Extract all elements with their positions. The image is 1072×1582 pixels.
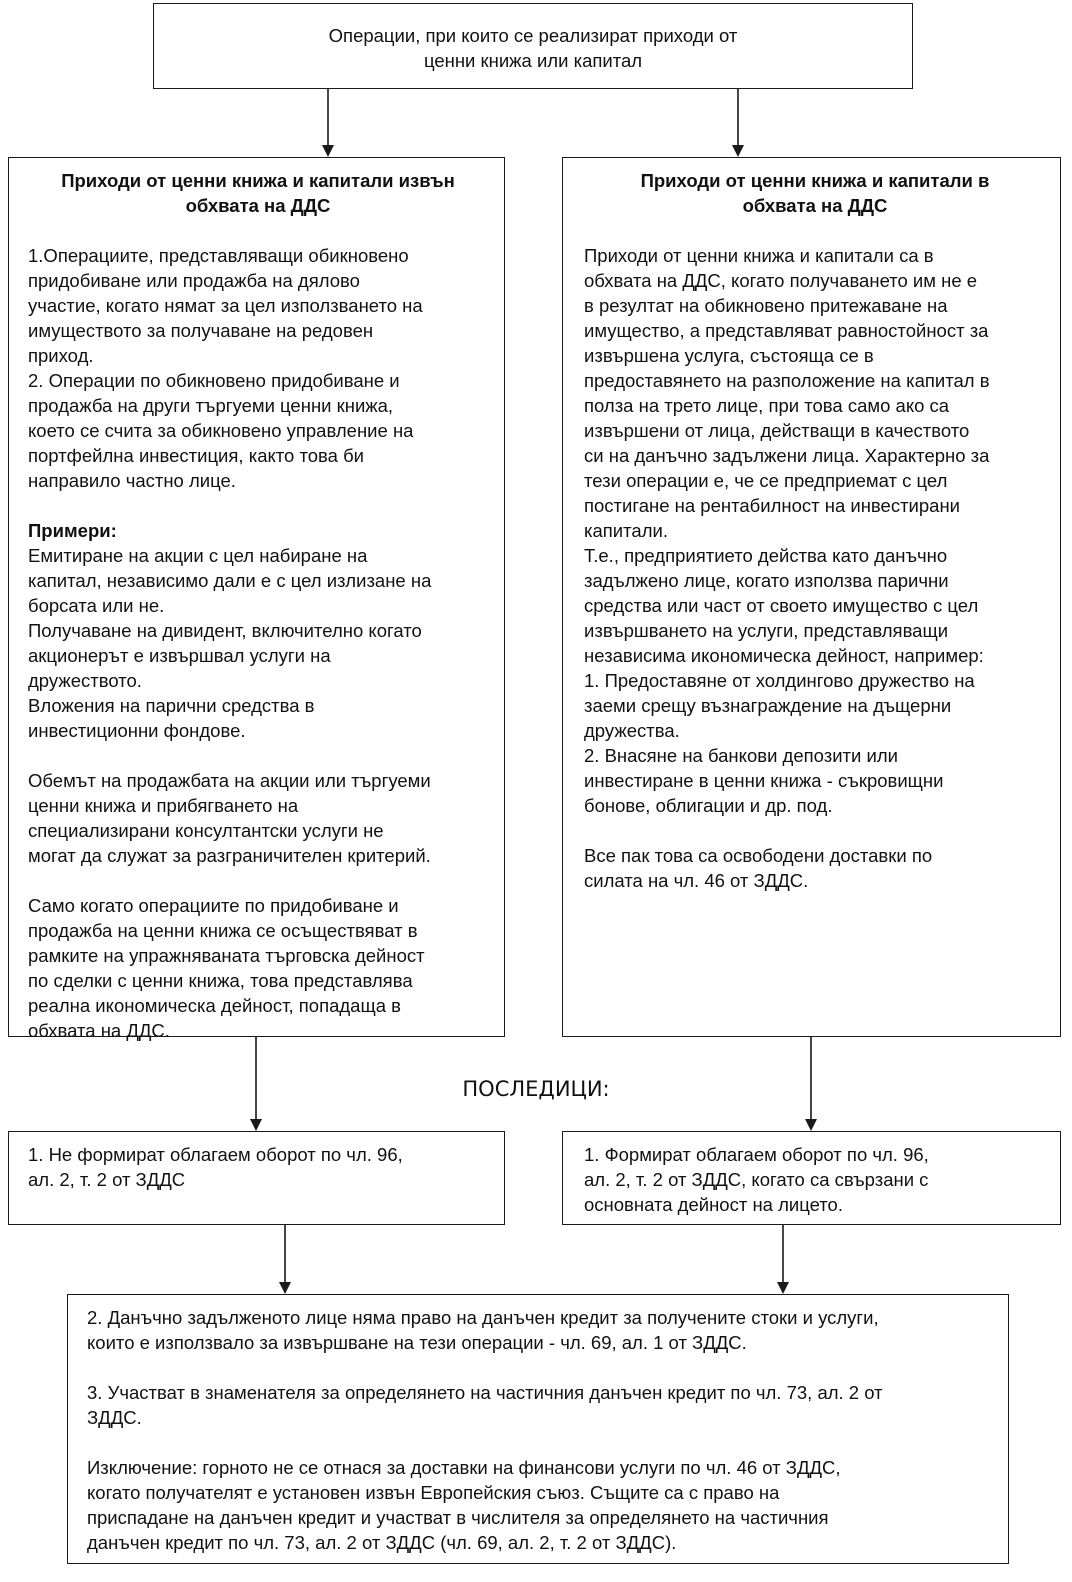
- right-box-inside-vat-scope: [562, 157, 1061, 1037]
- left-box-outside-vat-scope: [8, 157, 505, 1041]
- bottom-exception-note: Изключение: горното не се отнася за доставки на финансови услуги по чл. 46 от ЗДДС, когато получателят е установен извън Европейския съюз. Същите са с право на приспадане на данъчен кредит и участват в числителя за определянето на частичния данъчен кредит по чл. 73, ал. 2 от ЗДДС (чл. 69, ал. 2, т. 2 от ЗДДС).: [87, 1457, 841, 1553]
- right-consequence-text: 1. Формират облагаем оборот по чл. 96, ал. 2, т. 2 от ЗДДС, когато са свързани с основната дейност на лицето.: [584, 1144, 929, 1215]
- right-box-title: Приходи от ценни книжа и капитали в обхвата на ДДС: [640, 170, 990, 216]
- consequences-label: ПОСЛЕДИЦИ:: [462, 1077, 610, 1101]
- left-consequence-box: [8, 1131, 505, 1225]
- left-box-economic-activity-note: Само когато операциите по придобиване и продажба на ценни книжа се осъществяват в рамките на упражняваната търговска дейност по сделки с ценни книжа, това представлява реална икономическа дейност, попадаща в обхвата на ДДС.: [28, 895, 425, 1041]
- top-box-text: Операции, при които се реализират приходи от ценни книжа или капитал: [328, 25, 738, 71]
- left-box-title: Приходи от ценни книжа и капитали извън обхвата на ДДС: [61, 170, 455, 216]
- right-consequence-box: [562, 1131, 1061, 1225]
- bottom-no-tax-credit: 2. Данъчно задълженото лице няма право на данъчен кредит за получените стоки и услуги, които е използвало за извършване на тези операции - чл. 69, ал. 1 от ЗДДС.: [87, 1307, 879, 1353]
- bottom-common-consequences-box: [67, 1294, 1009, 1564]
- left-box-examples-title: Примери:: [28, 520, 117, 541]
- left-consequence-text: 1. Не формират облагаем оборот по чл. 96, ал. 2, т. 2 от ЗДДС: [28, 1144, 403, 1190]
- left-box-criterion-note: Обемът на продажбата на акции или търгуеми ценни книжа и прибягването на специализирани консултантски услуги не могат да служат за разграничителен критерий.: [28, 770, 431, 866]
- right-box-description: Приходи от ценни книжа и капитали са в обхвата на ДДС, когато получаването им не е в резултат на обикновено притежаване на имущество, а представляват равностойност за извършена услуга, състояща се в предоставянето на разположение на капитал в полза на трето лице, при това само ако са извършени от лица, действащи в качеството си на данъчно задължени лица. Характерно за тези операции е, че се предприемат с цел постигане на рентабилност на инвестирани капитали. Т.е., предприятието действа като данъчно задължено лице, когато използва парични средства или част от своето имущество с цел извършването на услуги, представляващи независима икономическа дейност, например: 1. Предоставяне от холдингово дружество на заеми срещу възнаграждение на дъщерни дружества. 2. Внасяне на банкови депозити или инвестиране в ценни книжа - съкровищни бонове, облигации и др. под.: [584, 245, 990, 816]
- left-box-examples: Емитиране на акции с цел набиране на капитал, независимо дали е с цел излизане на борсата или не. Получаване на дивидент, включително когато акционерът е извършвал услуги на дружеството. Вложения на парични средства в инвестиционни фондове.: [28, 545, 432, 741]
- bottom-denominator-note: 3. Участват в знаменателя за определянето на частичния данъчен кредит по чл. 73, ал. 2 от ЗДДС.: [87, 1382, 883, 1428]
- top-box-operations: [153, 3, 913, 89]
- left-box-operations-list: 1.Операциите, представляващи обикновено придобиване или продажба на дялово участие, когато нямат за цел използването на имуществото за получаване на редовен приход. 2. Операции по обикновено придобиване и продажба на други търгуеми ценни книжа, което се счита за обикновено управление на портфейлна инвестиция, както това би направило частно лице.: [28, 245, 423, 491]
- right-box-exempt-note: Все пак това са освободени доставки по силата на чл. 46 от ЗДДС.: [584, 845, 933, 891]
